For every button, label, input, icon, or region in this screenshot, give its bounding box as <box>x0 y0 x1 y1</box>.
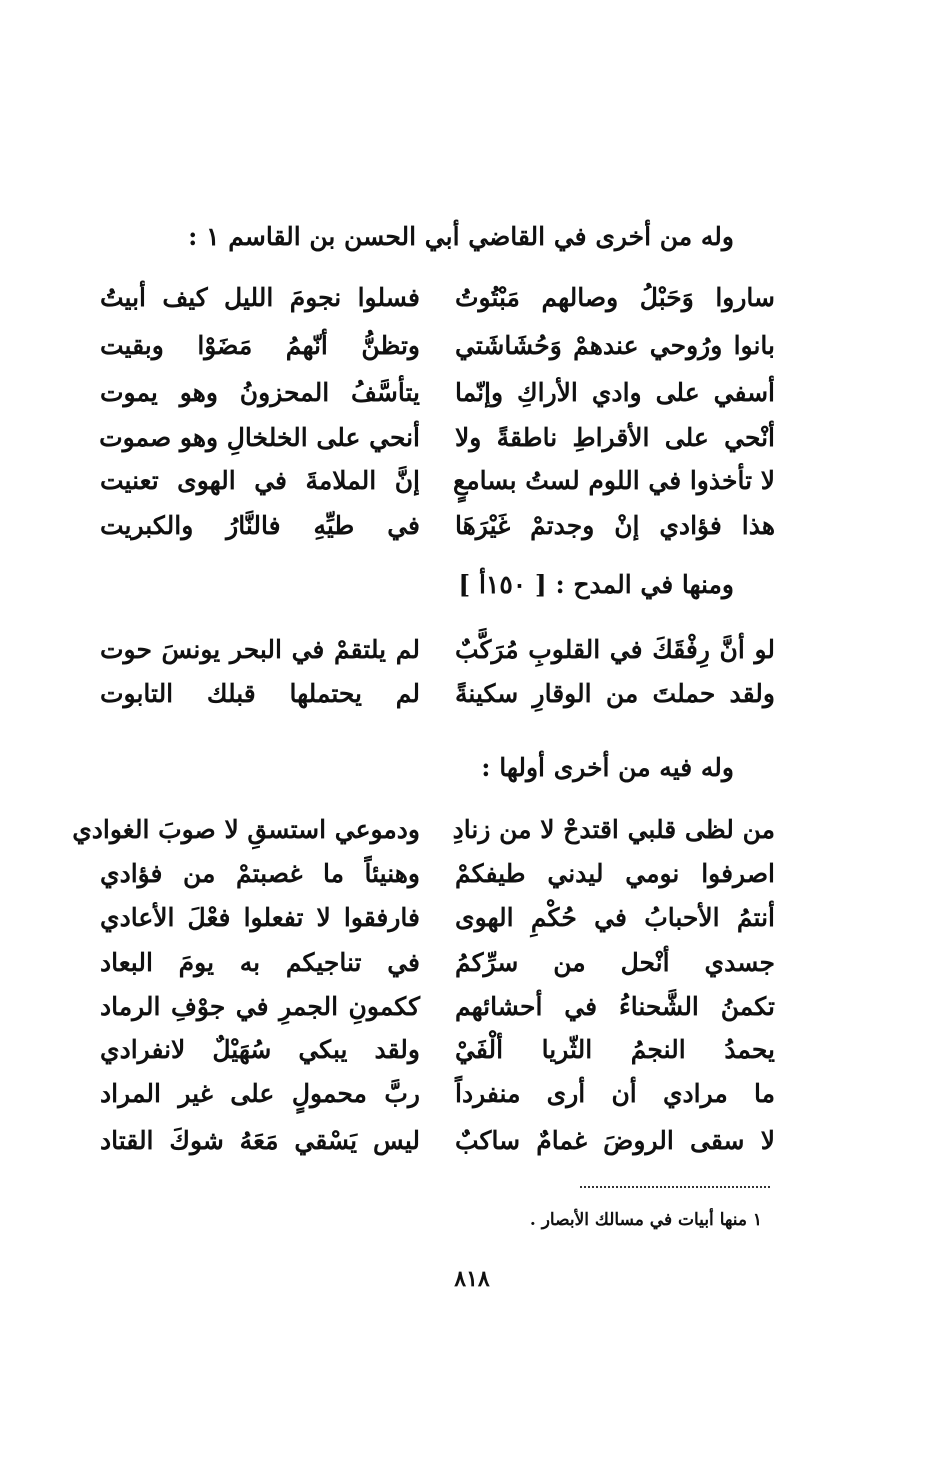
verse-second-hemistich: في تناجيكم به يومَ البعاد <box>100 948 420 977</box>
footnote: ١ منها أبيات في مسالك الأبصار . <box>529 1210 762 1230</box>
verse-row <box>100 992 775 1032</box>
verse-second-hemistich: وتظنُّ أنّهمُ مَضَوْا وبقيت <box>100 331 420 360</box>
verse-first-hemistich: أسفي على وادي الأراكِ وإنّما <box>455 378 775 407</box>
verse-first-hemistich: لا تأخذوا في اللوم لستُ بسامعٍ <box>452 466 775 495</box>
verse-row <box>100 859 775 899</box>
verse-second-hemistich: ولقد يبكي سُهَيْلٌ لانفرادي <box>100 1035 420 1064</box>
verse-second-hemistich: لم يحتملها قبلك التابوت <box>100 679 420 708</box>
verse-second-hemistich: ككمونِ الجمرِ في جوْفِ الرماد <box>100 992 420 1021</box>
verse-first-hemistich: تكمنُ الشَّحناءُ في أحشائهم <box>455 992 775 1021</box>
verse-second-hemistich: ودموعي استسقِ لا صوبَ الغوادي <box>72 815 420 844</box>
verse-row <box>100 331 775 371</box>
verse-second-hemistich: يتأسَّفُ المحزونُ وهو يموت <box>100 378 420 407</box>
section-2-heading: ومنها في المدح : [ ١٥٠أ ] <box>458 570 734 599</box>
verse-row <box>100 283 775 323</box>
verse-first-hemistich: ما مرادي أن أرى منفرداً <box>455 1079 775 1108</box>
verse-row <box>100 903 775 943</box>
verse-first-hemistich: أنتمُ الأحبابُ في حُكْمِ الهوى <box>455 903 775 932</box>
verse-first-hemistich: ولقد حملتَ من الوقارِ سكينةً <box>455 679 775 708</box>
verse-row <box>100 948 775 988</box>
verse-second-hemistich: لم يلتقمْ في البحر يونسَ حوت <box>100 635 420 664</box>
verse-second-hemistich: وهنيئاً ما غصبتمْ من فؤادي <box>100 859 420 888</box>
verse-second-hemistich: فارفقوا لا تفعلوا فعْلَ الأعادي <box>100 903 420 932</box>
verse-row <box>100 511 775 551</box>
verse-row <box>100 1035 775 1075</box>
verse-first-hemistich: بانوا ورُوحي عندهمْ وَحُشَاشَتي <box>455 331 775 360</box>
section-1-heading: وله من أخرى في القاضي أبي الحسن بن القاسم ١ : <box>188 222 734 251</box>
verse-first-hemistich: يحمدُ النجمُ الثّريا ألْفَيْ <box>455 1035 775 1064</box>
verse-first-hemistich: أنْحي على الأقراطِ ناطقةً ولا <box>455 423 775 452</box>
verse-second-hemistich: إنَّ الملامةَ في الهوى تعنيت <box>100 466 420 495</box>
verse-first-hemistich: ساروا وَحَبْلُ وصالهم مَبْتُوتُ <box>455 283 775 312</box>
verse-first-hemistich: اصرفوا نومي ليدني طيفكمْ <box>455 859 775 888</box>
verse-first-hemistich: جسدي أنْحل من سرِّكمُ <box>455 948 775 977</box>
verse-row <box>100 423 775 463</box>
verse-first-hemistich: لا سقى الروضَ غمامٌ ساكبٌ <box>455 1126 775 1155</box>
verse-first-hemistich: من لظى قلبي اقتدحْ لا من زنادِ <box>452 815 775 844</box>
verse-row <box>100 1126 775 1166</box>
verse-second-hemistich: ربَّ محمولٍ على غير المراد <box>100 1079 420 1108</box>
footnote-separator <box>580 1186 770 1188</box>
section-3-heading: وله فيه من أخرى أولها : <box>481 753 734 782</box>
verse-row <box>100 635 775 675</box>
verse-row <box>100 466 775 506</box>
page-number: ٨١٨ <box>454 1266 490 1292</box>
verse-row <box>100 679 775 719</box>
verse-second-hemistich: ليس يَسْقي مَعَهُ شوكَ القتاد <box>100 1126 420 1155</box>
verse-second-hemistich: فسلوا نجومَ الليل كيف أبيتُ <box>100 283 420 312</box>
verse-first-hemistich: لو أنَّ رِفْقَكَ في القلوبِ مُرَكَّبٌ <box>455 635 775 664</box>
verse-second-hemistich: أنحي على الخلخالِ وهو صموت <box>99 423 420 452</box>
verse-row <box>100 378 775 418</box>
verse-row <box>72 815 775 855</box>
verse-row <box>100 1079 775 1119</box>
verse-first-hemistich: هذا فؤادي إنْ وجدتمْ غَيْرَهَا <box>455 511 775 540</box>
verse-second-hemistich: في طيِّهِ فالنَّارُ والكبريت <box>100 511 420 540</box>
